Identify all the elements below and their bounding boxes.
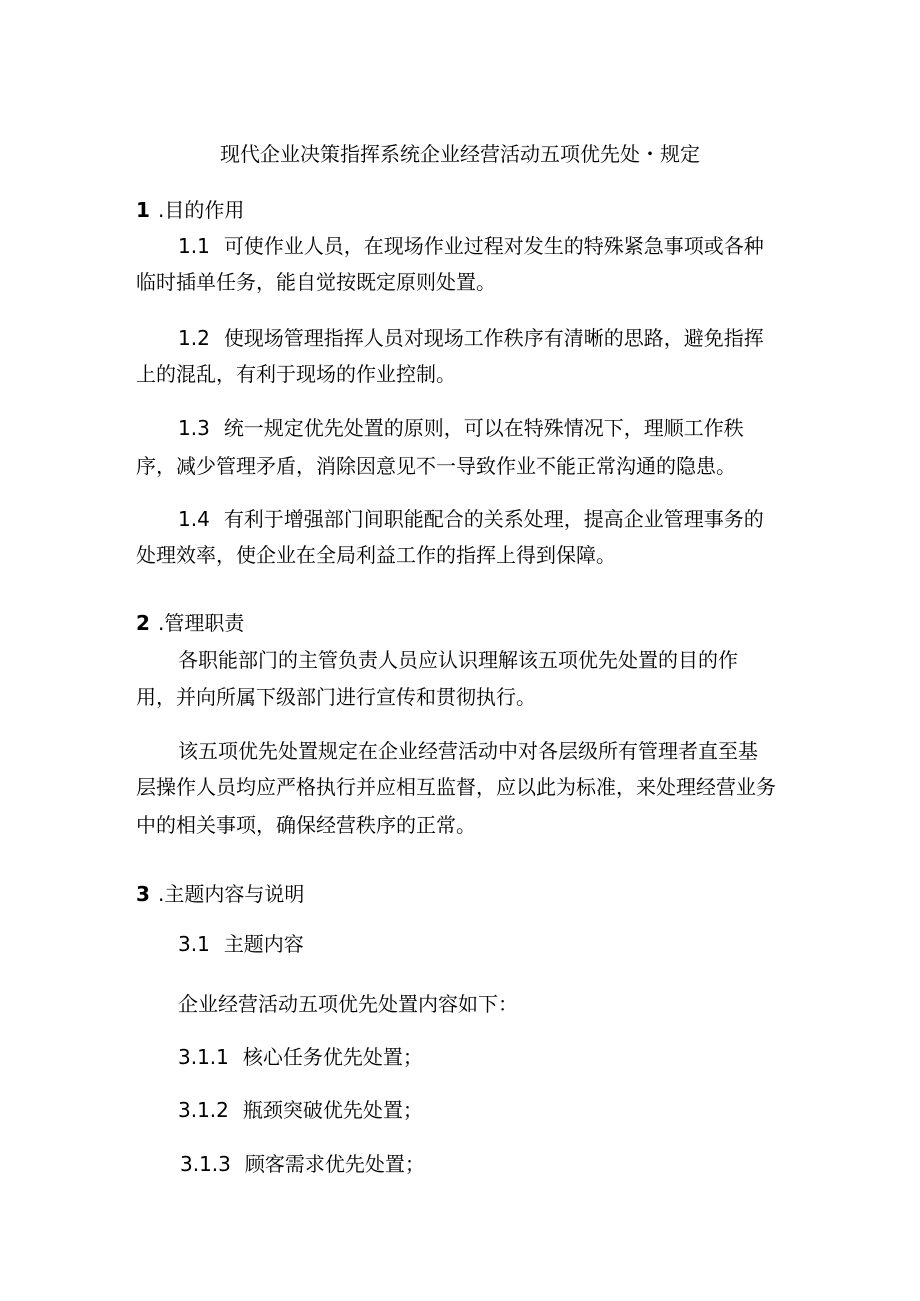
list-item-text: 顾客需求优先处置；: [244, 1152, 425, 1176]
paragraph-2-1-line1: 各职能部门的主管负责人员应认识理解该五项优先处置的目的作: [178, 648, 738, 672]
paragraph-number: 1.3: [178, 416, 210, 440]
paragraph-1-3-line2: 序，减少管理矛盾，消除因意见不一导致作业不能正常沟通的隐患。: [136, 454, 736, 478]
list-item: [180, 1150, 425, 1178]
paragraph-2-2-line3: 中的相关事项，确保经营秩序的正常。: [136, 813, 476, 837]
paragraph-number: 1.2: [178, 326, 210, 350]
paragraph-2-1-line2: 用，并向所属下级部门进行宣传和贯彻执行。: [136, 685, 536, 709]
list-intro: 企业经营活动五项优先处置内容如下：: [178, 992, 518, 1016]
section-3-heading: [136, 880, 304, 908]
document-title: 现代企业决策指挥系统企业经营活动五项优先处・规定: [220, 142, 700, 166]
section-2-heading: [136, 609, 244, 637]
section-title: .主题内容与说明: [158, 882, 305, 906]
subsection-3-1-heading: [178, 930, 304, 958]
paragraph-2-2-line2: 层操作人员均应严格执行并应相互监督，应以此为标准，来处理经营业务: [136, 775, 776, 799]
paragraph-2-2-line1: 该五项优先处置规定在企业经营活动中对各层级所有管理者直至基: [178, 739, 758, 763]
section-title: .管理职责: [158, 611, 245, 635]
section-1-heading: [136, 196, 244, 224]
paragraph-1-1-line1: [178, 232, 764, 260]
paragraph-1-4-line1: [178, 505, 764, 533]
paragraph-1-1-line2: 临时插单任务，能自觉按既定原则处置。: [136, 270, 496, 294]
section-title: .目的作用: [158, 198, 245, 222]
paragraph-number: 1.4: [178, 507, 210, 531]
list-item-text: 核心任务优先处置；: [242, 1045, 423, 1069]
paragraph-text: 使现场管理指挥人员对现场工作秩序有清晰的思路，避免指挥: [223, 326, 764, 350]
paragraph-text: 有利于增强部门间职能配合的关系处理，提高企业管理事务的: [223, 507, 764, 531]
list-item-text: 瓶颈突破优先处置；: [242, 1098, 423, 1122]
list-item: [178, 1043, 423, 1071]
list-item: [178, 1096, 423, 1124]
paragraph-1-2-line2: 上的混乱，有利于现场的作业控制。: [136, 362, 456, 386]
paragraph-text: 可使作业人员，在现场作业过程对发生的特殊紧急事项或各种: [223, 234, 764, 258]
subsection-number: 3.1: [178, 932, 210, 956]
subsection-title: 主题内容: [223, 932, 304, 956]
list-item-number: 3.1.1: [178, 1045, 229, 1069]
section-number: 3: [136, 882, 150, 906]
paragraph-1-4-line2: 处理效率，使企业在全局利益工作的指挥上得到保障。: [136, 543, 616, 567]
section-number: 1: [136, 198, 150, 222]
paragraph-number: 1.1: [178, 234, 210, 258]
paragraph-text: 统一规定优先处置的原则，可以在特殊情况下，理顺工作秩: [223, 416, 744, 440]
section-number: 2: [136, 611, 150, 635]
list-item-number: 3.1.2: [178, 1098, 229, 1122]
paragraph-1-3-line1: [178, 414, 744, 442]
list-item-number: 3.1.3: [180, 1152, 231, 1176]
paragraph-1-2-line1: [178, 324, 764, 352]
